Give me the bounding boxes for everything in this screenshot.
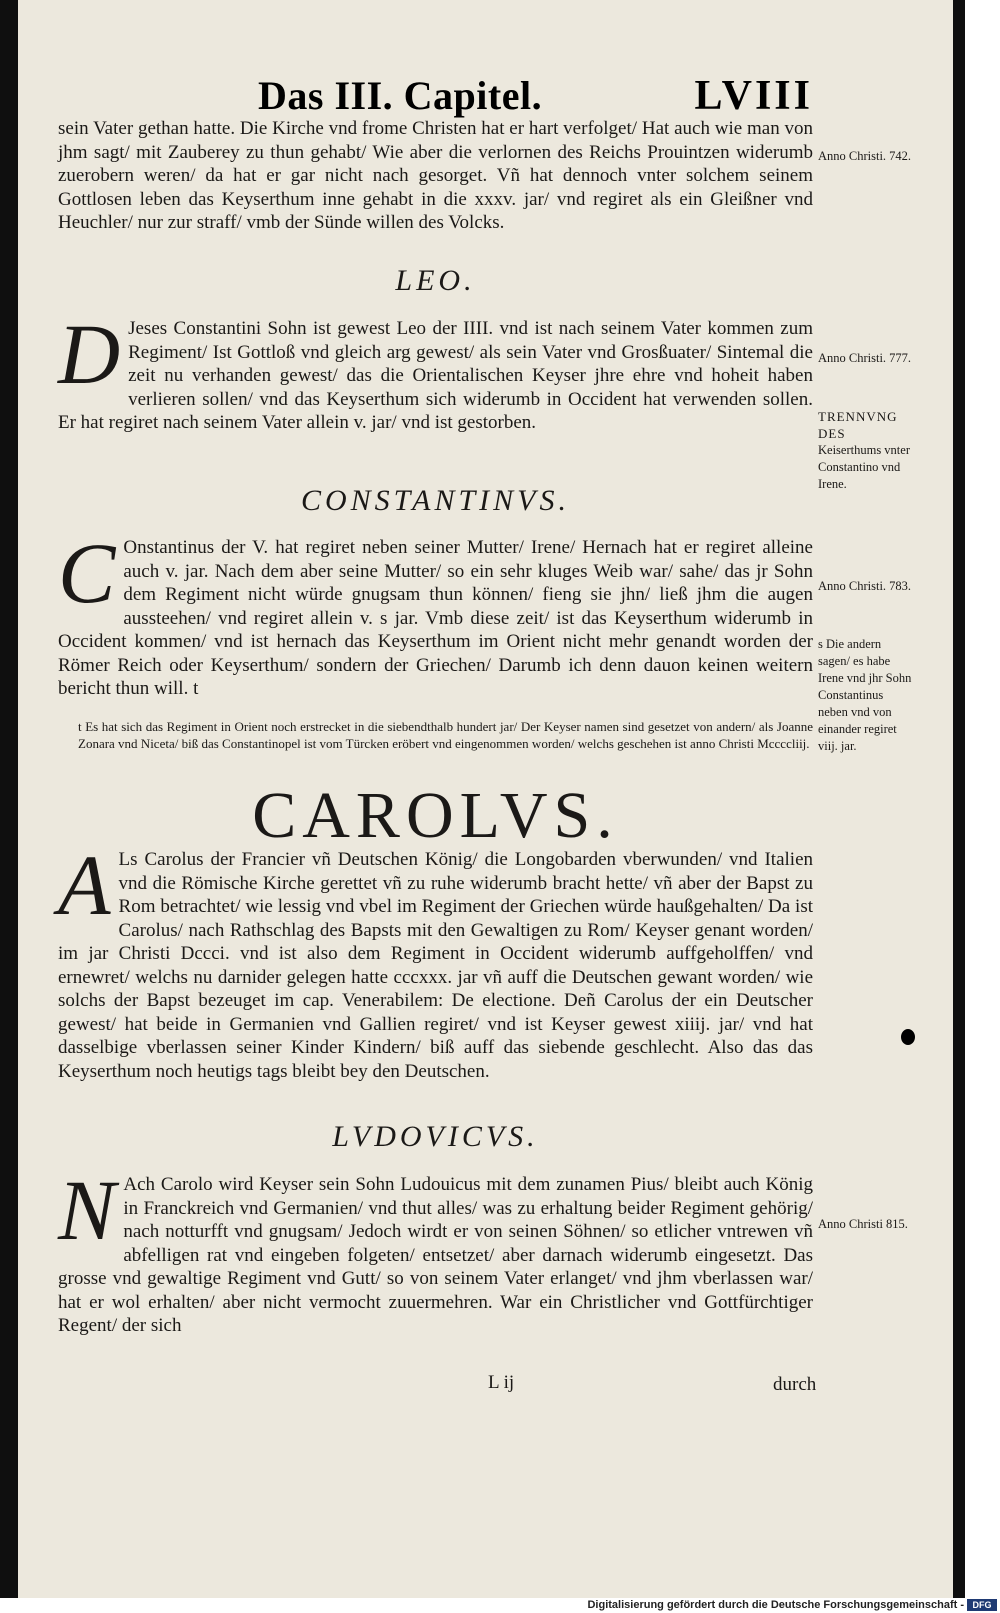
chapter-title: Das III. Capitel. (258, 73, 543, 118)
drop-initial: D (58, 306, 121, 402)
paragraph-text: Onstantinus der V. hat regiret neben seiner Mutter/ Irene/ Hernach hat er regiret alleine auch v. jar. Nach dem aber seine Mutter/ so ein sehr kluges Weib war/ sahe/ das jr Sohn dem Regiment nicht würde gnugsam thun können/ fieng sie jhn/ ließ jhm die augen aussteehen/ vnd regiret allein v. s jar. Vmb diese zeit/ ist das Keyserthum widerumb in Occident kommen/ vnd ist hernach das Keyserthum im Orient nicht mehr genandt worden der Römer Reich oder Keyserthum/ sondern der Griechen/ Darumb ich denn dauon keinen weitern bericht thun will. t (58, 537, 813, 699)
margin-note-anno-777: Anno Christi. 777. (818, 351, 912, 365)
paragraph-text: Jeses Constantini Sohn ist gewest Leo der IIII. vnd ist nach seinem Vater kommen zum Regiment/ Ist Gottloß vnd gleich arg gewest/ als sein Vater vnd Grosßuater/ Sintemal die zeit nu verhanden gewest/ das die Orientalischen Keyser jhre ehre vnd hoheit haben verlieren sollen/ vnd das Keyserthum sich widerumb in Occident hat verwenden sollen. Er hat regiret nach seinem Vater allein v. jar/ vnd ist gestorben. (58, 318, 813, 433)
page-number: LVIII (694, 73, 813, 119)
signature-mark: L ij (488, 1372, 515, 1393)
footer-credit: Digitalisierung gefördert durch die Deutsche Forschungsgemeinschaft - (587, 1599, 964, 1611)
drop-initial: N (58, 1162, 116, 1258)
dfg-logo: DFG (967, 1599, 997, 1611)
section-title-ludovicus: LVDOVICVS. (332, 1120, 539, 1153)
margin-note-anno-783: Anno Christi. 783. (818, 579, 912, 593)
margin-note-text: Keiserthums vnter Constantino vnd Irene. (818, 443, 910, 491)
paragraph-text: Ach Carolo wird Keyser sein Sohn Ludouicus mit dem zunamen Pius/ bleibt auch König in Franckreich vnd Germanien/ vnd thut alles/ was zu erhaltung beider Regiment gehörig/ nach notturfft vnd gnugsam/ Jedoch wirdt er von seinen Söhnen/ so etlicher vntrewen vñ abfelligen rat vnd eingeben folgeten/ entsetzet/ aber darnach widerumb eingesetzt. Das grosse vnd gewaltige Regiment vnd Gutt/ so von seinem Vater erlanget/ vnd jhm vberlassen war/ hat er wol erhalten/ aber nicht vermocht zuuermehren. War ein Christlicher vnd Gottfürchtiger Regent/ der sich (58, 1174, 813, 1336)
paragraph-text: Ls Carolus der Francier vñ Deutschen König/ die Longobarden vberwunden/ vnd Italien vnd die Römische Kirche gerettet vñ zu ruhe widerumb bracht hette/ vñ aber der Bapst zu Rom betrachtet/ wie lessig vnd vbel im Regiment der Griechen würde haußgehalten/ Da ist Carolus/ nach Rathschlag des Bapsts mit den Gewaltigen zu Rom/ Keyser genant worden/ im jar Christi Dccci. vnd ist also dem Regiment in Occident widerumb auffgeholffen/ vnd ernewret/ welchs nu darnider gelegen hatte cccxxx. jar vñ auff die Deutschen gewant worden/ wie solchs der Bapst bezeuget im cap. Venerabilem: De electione. Deñ Carolus der ein Deutscher gewest/ hat beide in Germanien vnd Gallien regiret/ vnd ist Keyser gewest xiiij. jar/ vnd hat dasselbige vberlassen seiner Kinder Kindern/ biß auff das siebende geschlecht. Also das das Keyserthum noch heutigs tags bleibt bey den Deutschen. (58, 849, 813, 1082)
ink-dot (901, 1029, 915, 1045)
footnote: t Es hat sich das Regiment in Orient noch erstrecket in die siebendthalb hundert jar/ Der Keyser namen sind gesetzet von andern/ als Joanne Zonara vnd Niceta/ biß das Constantinopel ist vom Türcken eröbert vnd eingenommen worden/ welchs geschehen ist anno Christi Mccccliij. (78, 719, 813, 751)
margin-note-anno-815: Anno Christi 815. (818, 1217, 908, 1231)
margin-note-caps: TRENNVNG DES (818, 409, 898, 441)
paragraph-ludovicus (58, 1162, 813, 1338)
margin-note-trennung (818, 408, 913, 493)
section-title-constantinus: CONSTANTINVS. (301, 484, 570, 517)
section-title-carolus: CAROLVS. (252, 779, 619, 852)
paragraph-carolus (58, 837, 813, 1083)
drop-initial: C (58, 525, 116, 621)
drop-initial: A (58, 837, 111, 933)
catchword: durch (773, 1374, 817, 1395)
section-title-leo: LEO. (395, 264, 476, 297)
margin-note-irene: s Die andern sagen/ es habe Irene vnd jhr Sohn Constantinus neben vnd von einander regiret viij. jar. (818, 637, 912, 753)
paragraph-constantinus (58, 525, 813, 701)
margin-note-anno-742: Anno Christi. 742. (818, 149, 912, 163)
paragraph-1: sein Vater gethan hatte. Die Kirche vnd frome Christen hat er hart verfolget/ Hat auch wie man von jhm sagt/ mit Zauberey zu thun gehabt/ Wie aber die verlornen des Reichs Prouintzen widerumb zuerobern weren/ da hat er gar nicht nach gesorget. Vñ hat dennoch vnter solchem seinem Gottlosen leben das Keyserthum inne gehabt in die xxxv. jar/ vnd regiret als ein Gleißner vnd Heuchler/ nur zur straff/ vmb der Sünde willen des Volcks. (58, 118, 813, 233)
book-page (18, 0, 953, 1598)
paragraph-leo (58, 306, 813, 435)
